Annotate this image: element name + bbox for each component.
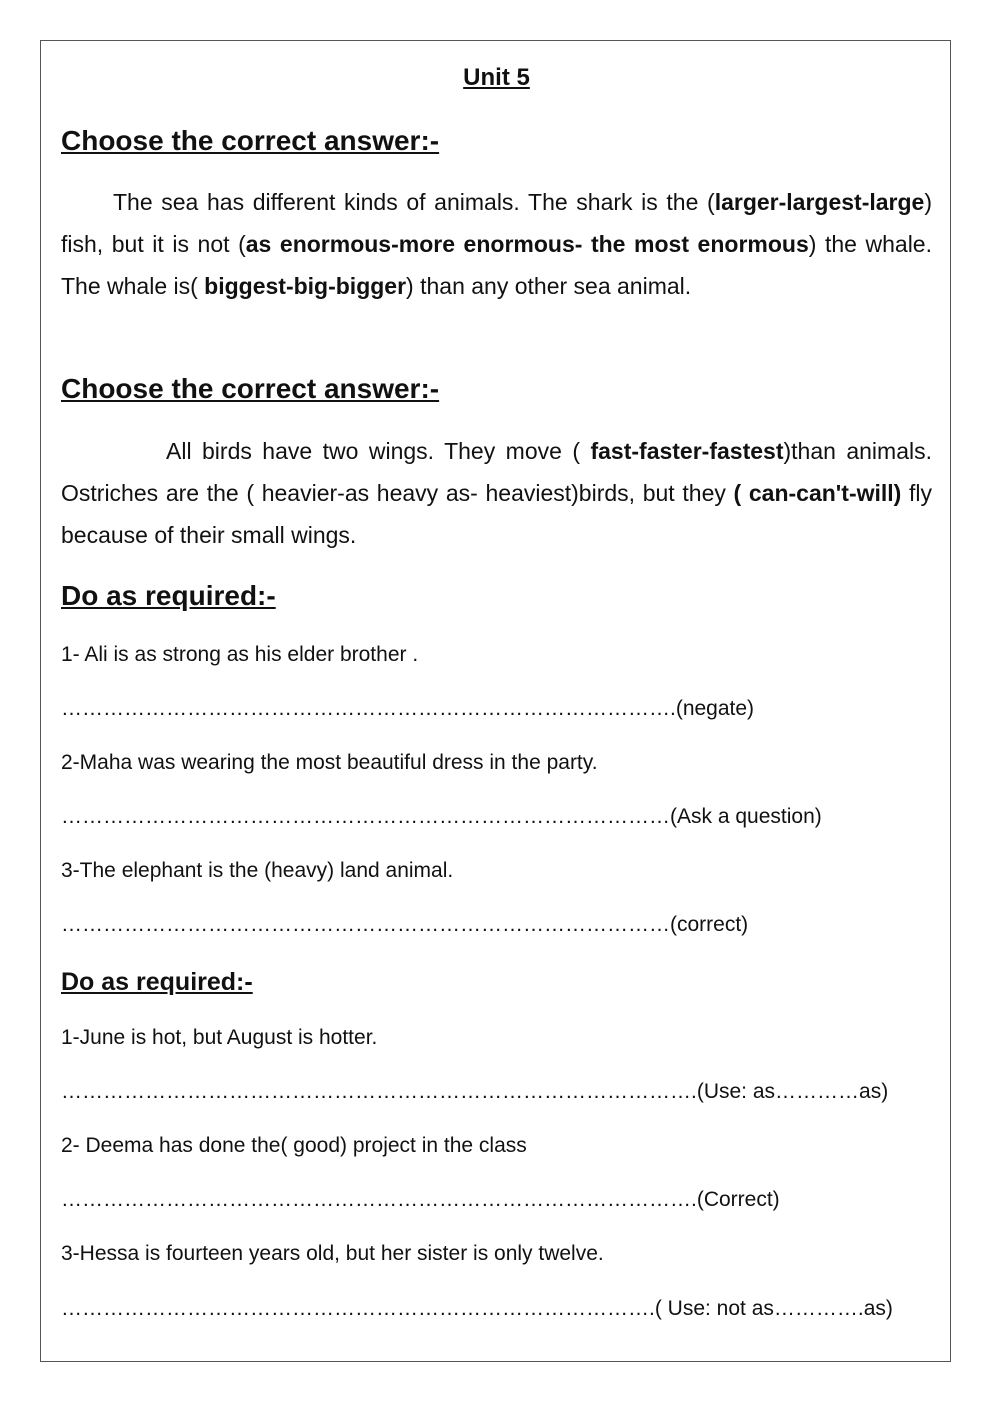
section3-answer-3: ……………………………………………………………………………(correct) [61, 913, 749, 936]
section2-text: All birds have two wings. They move ( [166, 438, 591, 464]
section1-text: ) than any other sea animal. [406, 273, 692, 299]
section4-item-3: 3-Hessa is fourteen years old, but her sister is only twelve. [61, 1242, 604, 1265]
section1-text: The sea has different kinds of animals. The shark is the ( [113, 189, 715, 215]
section2-choice-2: ( can-can't-will) [733, 480, 902, 506]
section4-answer-2: ……………………………………………………………………………….(Correct) [61, 1188, 780, 1211]
section2-text: fly because of their small wings. [61, 480, 933, 548]
section4-heading: Do as required:- [61, 968, 253, 996]
section1-choice-1: larger-largest-large [714, 189, 925, 215]
section1-paragraph [61, 181, 932, 307]
section1-choice-3: biggest-big-bigger [204, 273, 407, 299]
section4-item-1: 1-June is hot, but August is hotter. [61, 1026, 378, 1049]
section4-answer-3: ………………………………………………………………………….( Use: not as………….as) [61, 1297, 893, 1320]
section1-text: ) fish, but it is not ( [61, 189, 932, 257]
section1-text: ) the whale. The whale is( [61, 231, 932, 299]
section2-paragraph [61, 430, 932, 556]
section3-answer-2: ……………………………………………………………………………(Ask a question) [61, 805, 822, 828]
unit-title: Unit 5 [463, 64, 530, 91]
section3-heading: Do as required:- [61, 580, 276, 611]
section1-heading: Choose the correct answer:- [61, 125, 440, 156]
section2-choice-1: fast-faster-fastest [590, 438, 784, 464]
section3-item-2: 2-Maha was wearing the most beautiful dress in the party. [61, 751, 598, 774]
section3-item-3: 3-The elephant is the (heavy) land animal. [61, 859, 454, 882]
section3-answer-1: …………………………………………………………………………….(negate) [61, 697, 755, 720]
section2-text: )than animals. Ostriches are the ( heavier-as heavy as- heaviest)birds, but they [61, 438, 932, 506]
section3-item-1: 1- Ali is as strong as his elder brother . [61, 643, 419, 666]
section2-heading: Choose the correct answer:- [61, 373, 440, 404]
section4-item-2: 2- Deema has done the( good) project in the class [61, 1134, 527, 1157]
section1-choice-2: as enormous-more enormous- the most enormous [245, 231, 809, 257]
section4-answer-1: ……………………………………………………………………………….(Use: as…………as) [61, 1080, 889, 1103]
